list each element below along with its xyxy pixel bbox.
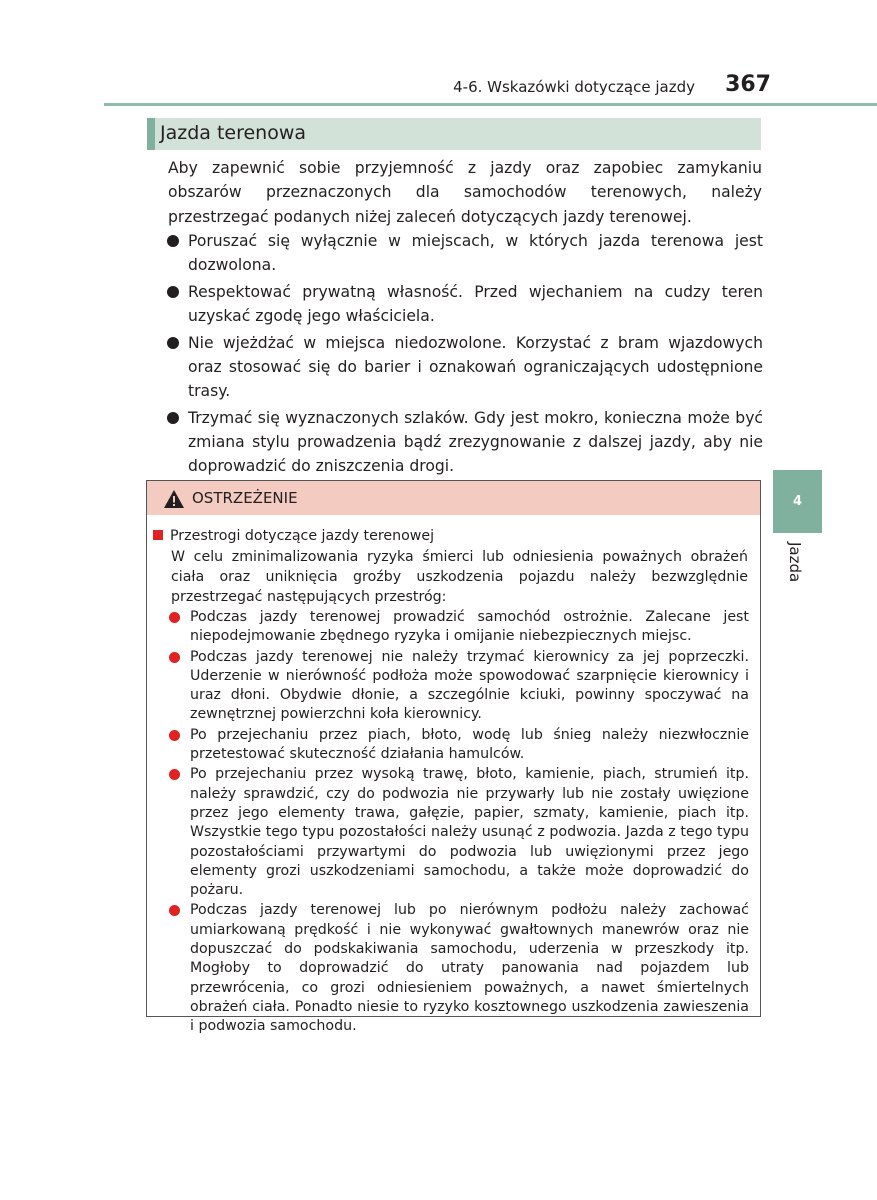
section-heading-bar (147, 118, 155, 150)
list-item (166, 229, 763, 277)
list-item-text: Nie wjeżdżać w miejsca niedozwolone. Korzystać z bram wjazdowych oraz stosować się do barier i oznakowań ograniczających udostępnione trasy. (188, 334, 763, 400)
list-item (169, 726, 749, 765)
warning-triangle-icon (163, 489, 185, 509)
list-item-text: Trzymać się wyznaczonych szlaków. Gdy jest mokro, konieczna może być zmiana stylu prowadzenia bądź zrezygnowanie z dalszej jazdy, aby nie doprowadzić do zniszczenia drogi. (188, 409, 763, 475)
red-bullet-icon (169, 652, 180, 663)
list-item-text: Podczas jazdy terenowej prowadzić samochód ostrożnie. Zalecane jest niepodejmowanie zbędnego ryzyka i omijanie niebezpiecznych miejsc. (190, 609, 749, 645)
guideline-list (166, 229, 763, 481)
list-item-text: Po przejechaniu przez wysoką trawę, błoto, kamienie, piach, strumień itp. należy sprawdzić, czy do podwozia nie przywarły lub nie zostały uwięzione przez jego elementy trawa, gałęzie, papier, szmaty, kamienie, piach itp. Wszystkie tego typu pozostałości należy usunąć z podwozia. Jazda z tego typu pozostałościami przywartymi do podwozia lub uwięzionymi przez jego elementy grozi uszkodzeniami samochodu, a także może doprowadzić do pożaru. (190, 766, 749, 899)
red-bullet-icon (169, 612, 180, 623)
bullet-icon (167, 235, 179, 247)
list-item-text: Podczas jazdy terenowej nie należy trzymać kierownicy za jej poprzeczki. Uderzenie w nierówność podłoża może spowodować szarpnięcie kierownicy i uraz dłoni. Obydwie dłonie, a szczególnie kciuki, powinny spoczywać na zewnętrznej powierzchni koła kierownicy. (190, 648, 749, 723)
chapter-label (786, 542, 810, 602)
warning-subheading-text: Przestrogi dotyczące jazdy terenowej (170, 528, 435, 544)
list-item-text: Respektować prywatną własność. Przed wjechaniem na cudzy teren uzyskać zgodę jego właściciela. (188, 283, 763, 325)
list-item (166, 406, 763, 478)
chapter-tab[interactable] (773, 470, 822, 533)
page-number: 367 (725, 72, 771, 97)
list-item (169, 648, 749, 725)
warning-header (147, 481, 760, 515)
bullet-icon (167, 286, 179, 298)
section-heading (147, 118, 761, 150)
chapter-number: 4 (792, 494, 803, 509)
red-bullet-icon (169, 905, 180, 916)
section-title: Jazda terenowa (160, 122, 307, 144)
list-item-text: Podczas jazdy terenowej lub po nierównym podłożu należy zachować umiarkowaną prędkość i nie wykonywać gwałtownych manewrów oraz nie dopuszczać do podskakiwania samochodu, uderzenia w przeszkody itp. Mogłoby to doprowadzić do utraty panowania nad pojazdem lub przewrócenia, co grozi odniesieniem poważnych, a nawet śmiertelnych obrażeń ciała. Ponadto niesie to ryzyko kosztownego uszkodzenia zawieszenia i podwozia samochodu. (190, 902, 749, 1035)
running-header-title: 4-6. Wskazówki dotyczące jazdy (453, 78, 695, 96)
red-square-icon (153, 530, 163, 540)
warning-subheading (153, 526, 750, 546)
warning-box (146, 480, 761, 1035)
red-bullet-icon (169, 769, 180, 780)
list-item (169, 765, 749, 900)
bullet-icon (167, 337, 179, 349)
list-item (166, 280, 763, 328)
list-item (169, 901, 749, 1036)
list-item (169, 608, 749, 647)
warning-list (169, 608, 749, 1038)
section-intro: Aby zapewnić sobie przyjemność z jazdy oraz zapobiec zamykaniu obszarów przeznaczonych dla samochodów terenowych, należy przestrzegać podanych niżej zaleceń dotyczących jazdy terenowej. (168, 159, 762, 226)
list-item (166, 331, 763, 403)
bullet-icon (167, 412, 179, 424)
list-item-text: Po przejechaniu przez piach, błoto, wodę lub śnieg należy niezwłocznie przetestować skuteczność działania hamulców. (190, 726, 749, 763)
warning-label: OSTRZEŻENIE (192, 489, 298, 507)
warning-intro: W celu zminimalizowania ryzyka śmierci lub odniesienia poważnych obrażeń ciała oraz uniknięcia groźby uszkodzenia pojazdu należy bezwzględnie przestrzegać następujących przestróg: (171, 549, 748, 606)
list-item-text: Poruszać się wyłącznie w miejscach, w których jazda terenowa jest dozwolona. (188, 232, 763, 274)
header-divider (104, 103, 877, 106)
chapter-label-text: Jazda (786, 542, 804, 583)
red-bullet-icon (169, 730, 180, 741)
